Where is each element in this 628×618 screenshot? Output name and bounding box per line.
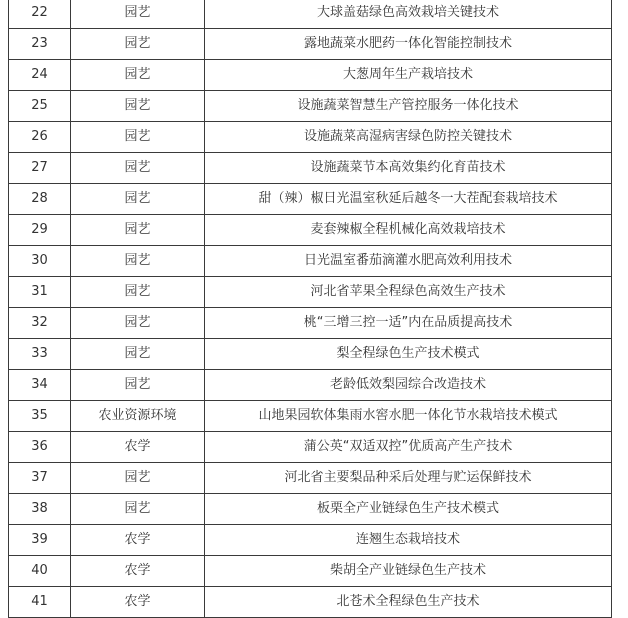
row-category: 园艺 [71,0,205,29]
table-row [9,339,612,370]
table-row [9,587,612,618]
tech-list-table [8,0,612,618]
row-category: 农学 [71,525,205,556]
table-row [9,0,612,29]
row-tech-name: 日光温室番茄滴灌水肥高效利用技术 [205,246,612,277]
row-category: 农学 [71,587,205,618]
row-number: 23 [9,29,71,60]
row-tech-name: 蒲公英“双适双控”优质高产生产技术 [205,432,612,463]
row-category: 园艺 [71,60,205,91]
table-row [9,91,612,122]
table-row [9,60,612,91]
row-tech-name: 北苍术全程绿色生产技术 [205,587,612,618]
row-tech-name: 设施蔬菜节本高效集约化育苗技术 [205,153,612,184]
row-number: 30 [9,246,71,277]
row-category: 园艺 [71,494,205,525]
row-tech-name: 河北省苹果全程绿色高效生产技术 [205,277,612,308]
table-row [9,308,612,339]
row-number: 31 [9,277,71,308]
table-row [9,401,612,432]
row-category: 园艺 [71,339,205,370]
row-tech-name: 连翘生态栽培技术 [205,525,612,556]
row-category: 园艺 [71,277,205,308]
row-tech-name: 大球盖菇绿色高效栽培关键技术 [205,0,612,29]
row-number: 38 [9,494,71,525]
row-category: 园艺 [71,215,205,246]
row-tech-name: 老龄低效梨园综合改造技术 [205,370,612,401]
row-category: 园艺 [71,308,205,339]
row-number: 29 [9,215,71,246]
table-row [9,525,612,556]
row-number: 33 [9,339,71,370]
row-category: 园艺 [71,184,205,215]
row-category: 园艺 [71,370,205,401]
row-tech-name: 山地果园软体集雨水窖水肥一体化节水栽培技术模式 [205,401,612,432]
row-tech-name: 柴胡全产业链绿色生产技术 [205,556,612,587]
row-tech-name: 麦套辣椒全程机械化高效栽培技术 [205,215,612,246]
row-category: 园艺 [71,153,205,184]
row-number: 32 [9,308,71,339]
row-category: 园艺 [71,122,205,153]
row-number: 41 [9,587,71,618]
row-number: 39 [9,525,71,556]
table-row [9,277,612,308]
table-row [9,215,612,246]
row-tech-name: 甜（辣）椒日光温室秋延后越冬一大茬配套栽培技术 [205,184,612,215]
row-number: 27 [9,153,71,184]
table-row [9,29,612,60]
table-row [9,184,612,215]
row-tech-name: 露地蔬菜水肥药一体化智能控制技术 [205,29,612,60]
row-tech-name: 设施蔬菜智慧生产管控服务一体化技术 [205,91,612,122]
table-row [9,556,612,587]
table-row [9,153,612,184]
row-number: 35 [9,401,71,432]
row-category: 园艺 [71,91,205,122]
row-number: 26 [9,122,71,153]
row-category: 农业资源环境 [71,401,205,432]
row-number: 22 [9,0,71,29]
table-row [9,122,612,153]
table-row [9,370,612,401]
row-tech-name: 大葱周年生产栽培技术 [205,60,612,91]
table-row [9,246,612,277]
row-category: 园艺 [71,463,205,494]
row-number: 36 [9,432,71,463]
row-category: 农学 [71,432,205,463]
row-tech-name: 河北省主要梨品种采后处理与贮运保鲜技术 [205,463,612,494]
tech-list-body [9,0,612,618]
row-number: 25 [9,91,71,122]
row-number: 24 [9,60,71,91]
row-tech-name: 设施蔬菜高湿病害绿色防控关键技术 [205,122,612,153]
row-number: 28 [9,184,71,215]
row-category: 园艺 [71,29,205,60]
row-category: 园艺 [71,246,205,277]
row-number: 40 [9,556,71,587]
row-category: 农学 [71,556,205,587]
row-number: 34 [9,370,71,401]
row-tech-name: 桃“三增三控一适”内在品质提高技术 [205,308,612,339]
row-tech-name: 梨全程绿色生产技术模式 [205,339,612,370]
table-row [9,494,612,525]
row-tech-name: 板栗全产业链绿色生产技术模式 [205,494,612,525]
table-row [9,463,612,494]
row-number: 37 [9,463,71,494]
table-row [9,432,612,463]
